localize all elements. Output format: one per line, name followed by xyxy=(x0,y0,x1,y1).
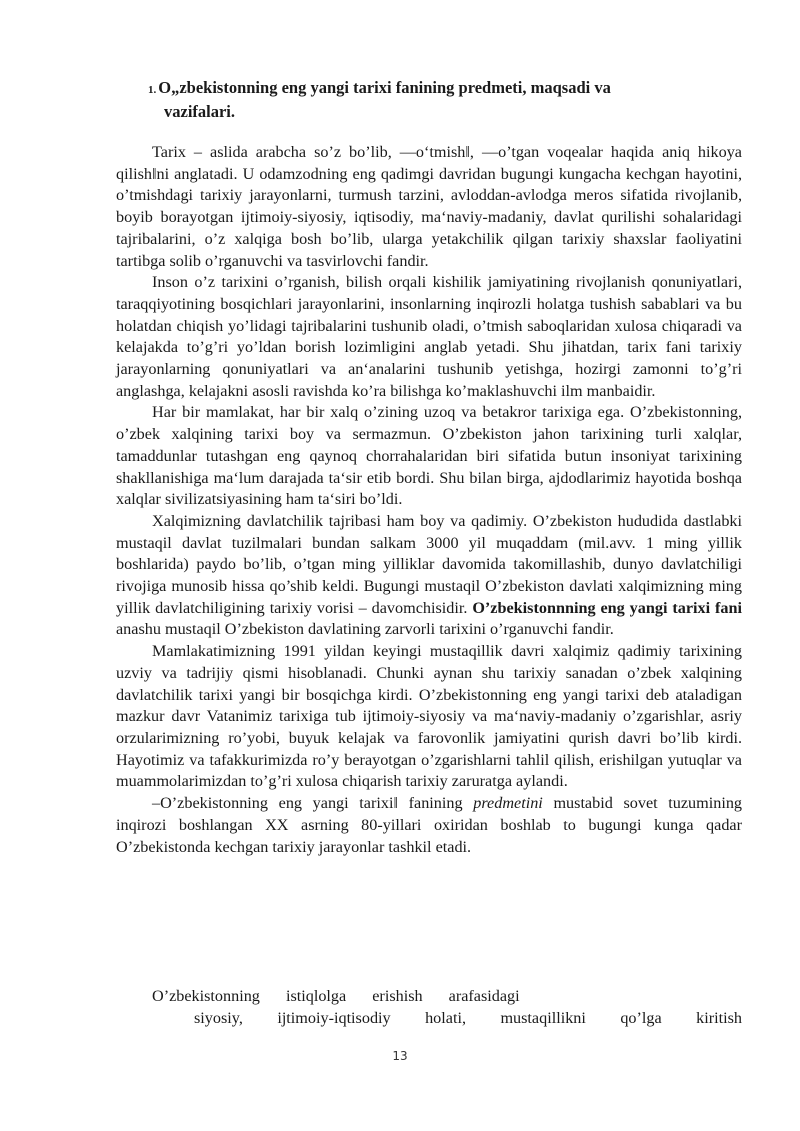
paragraph-7-line-1: O’zbekistonning istiqlolga erishish arafasidagi xyxy=(152,987,520,1005)
document-body xyxy=(116,142,742,858)
paragraph-4 xyxy=(116,511,742,641)
paragraph-5: Mamlakatimizning 1991 yildan keyingi mustaqillik davri xalqimiz qadimiy tarixining uzviy va tadrijiy qismi hisoblanadi. Chunki aynan shu tarixiy sanadan o’zbek xalqining davlatchilik tarixi yangi bir bosqichga kirdi. O’zbekistonning eng yangi tarixi deb ataladigan mazkur davr Vatanimiz tarixiga tub ijtimoiy-siyosiy va ma‘naviy-madaniy o’zgarishlar, asriy orzularimizning ro’yobi, buyuk kelajak va farovonlik jamiyatini qurish davri bo’lib kirdi. Hayotimiz va tafakkurimizda ro’y berayotgan o’zgarishlarni tahlil qilish, erishilgan yutuqlar va muammolarimizdan to’g’ri xulosa chiqarish tarixiy zaruratga aylandi. xyxy=(116,642,742,791)
paragraph-3: Har bir mamlakat, har bir xalq o’zining uzoq va betakror tarixiga ega. O’zbekistonning, o’zbek xalqining tarixi boy va sermazmun. O’zbekiston jahon tarixining turli xalqlar, tamaddunlar tutashgan eng qaynoq chorrahalaridan biri sifatida butun insoniyat tarixining shakllanishiga ma‘lum darajada ta‘sir etib bordi. Shu bilan birga, ajdodlarimiz hayotida boshqa xalqlar sivilizatsiyasining ham ta‘siri bo’ldi. xyxy=(116,403,742,509)
paragraph-2: Inson o’z tarixini o’rganish, bilish orqali kishilik jamiyatining rivojlanish qonuniyatlari, taraqqiyotining bosqichlari jarayonlarini, insonlarning inqirozli holatga tushish sabablari va bu holatdan chiqish yo’lidagi tajribalarini tushunib oladi, o’tmish saboqlaridan xulosa chiqaradi va kelajakda to’g’ri yo’ldan borish lozimligini anglab yetadi. Shu jihatdan, tarix fani tarixiy jarayonlarning qonuniyatlari va an‘analarini tushunib yetishga, hozirgi zamonni to’g’ri anglashga, kelajakni asosli ravishda ko’ra bilishga ko’maklashuvchi ilm manbaidir. xyxy=(116,273,742,400)
section-heading xyxy=(148,77,756,123)
paragraph-4-text-a: Xalqimizning davlatchilik tajribasi ham boy va qadimiy. O’zbekiston hududida dastlabki mustaqil davlat tuzilmalari bundan salkam 3000 yil muqaddam (mil.avv. 1 ming yillik boshlarida) paydo bo’lib, o’tgan ming yilliklar davomida takomillashib, dunyo davlatchiligi rivojiga munosib hissa qo’shib keldi. Bugungi mustaqil O’zbekiston davlati xalqimizning ming yillik davlatchiligining tarixiy vorisi – davomchisidir. xyxy=(116,511,742,617)
course-name-bold: O’zbekistonnning eng yangi tarixi fani xyxy=(472,598,743,617)
paragraph-6-text-b: mustabid sovet tuzumining inqirozi boshlangan XX asrning 80-yillari oxiridan boshlab to bugungi kunga qadar O’zbekistonda kechgan tarixiy jarayonlar tashkil etadi. xyxy=(116,794,743,856)
heading-line-2: vazifalari. xyxy=(164,102,236,121)
paragraph-6 xyxy=(116,793,742,858)
paragraph-4-text-b: anashu mustaqil O’zbekiston davlatining zarvorli tarixini o’rganuvchi fandir. xyxy=(116,620,614,639)
paragraph-7-line-2: siyosiy, ijtimoiy-iqtisodiy holati, mustaqillikni qo’lga kiritish xyxy=(194,1009,742,1027)
heading-number: 1. xyxy=(148,84,157,96)
predmet-italic: predmetini xyxy=(473,794,543,813)
heading-line-1: O„zbekistonning eng yangi tarixi fanining predmeti, maqsadi va xyxy=(158,78,611,97)
paragraph-1: Tarix – aslida arabcha so’z bo’lib, ―o‘tmish‖, ―o’tgan voqealar haqida aniq hikoya qilish‖ni anglatadi. U odamzodning eng qadimgi davridan bugungi kungacha kechgan hayotini, o’tmishdagi tarixiy jarayonlarni, turmush tarzini, avloddan-avlodga meros sifatida rivojlanib, boyib borayotgan ijtimoiy-siyosiy, iqtisodiy, ma‘naviy-madaniy, davlat qurilishi sohalaridagi tajribalarini, o’z xalqiga bosh bo’lib, ularga yetakchilik qilgan tarixiy shaxslar faoliyatini tartibga solib o’rganuvchi va tasvirlovchi fandir. xyxy=(116,143,742,270)
paragraph-6-text-a: –O’zbekistonning eng yangi tarixi‖ fanining xyxy=(152,794,463,813)
page-number: 13 xyxy=(392,1049,408,1063)
